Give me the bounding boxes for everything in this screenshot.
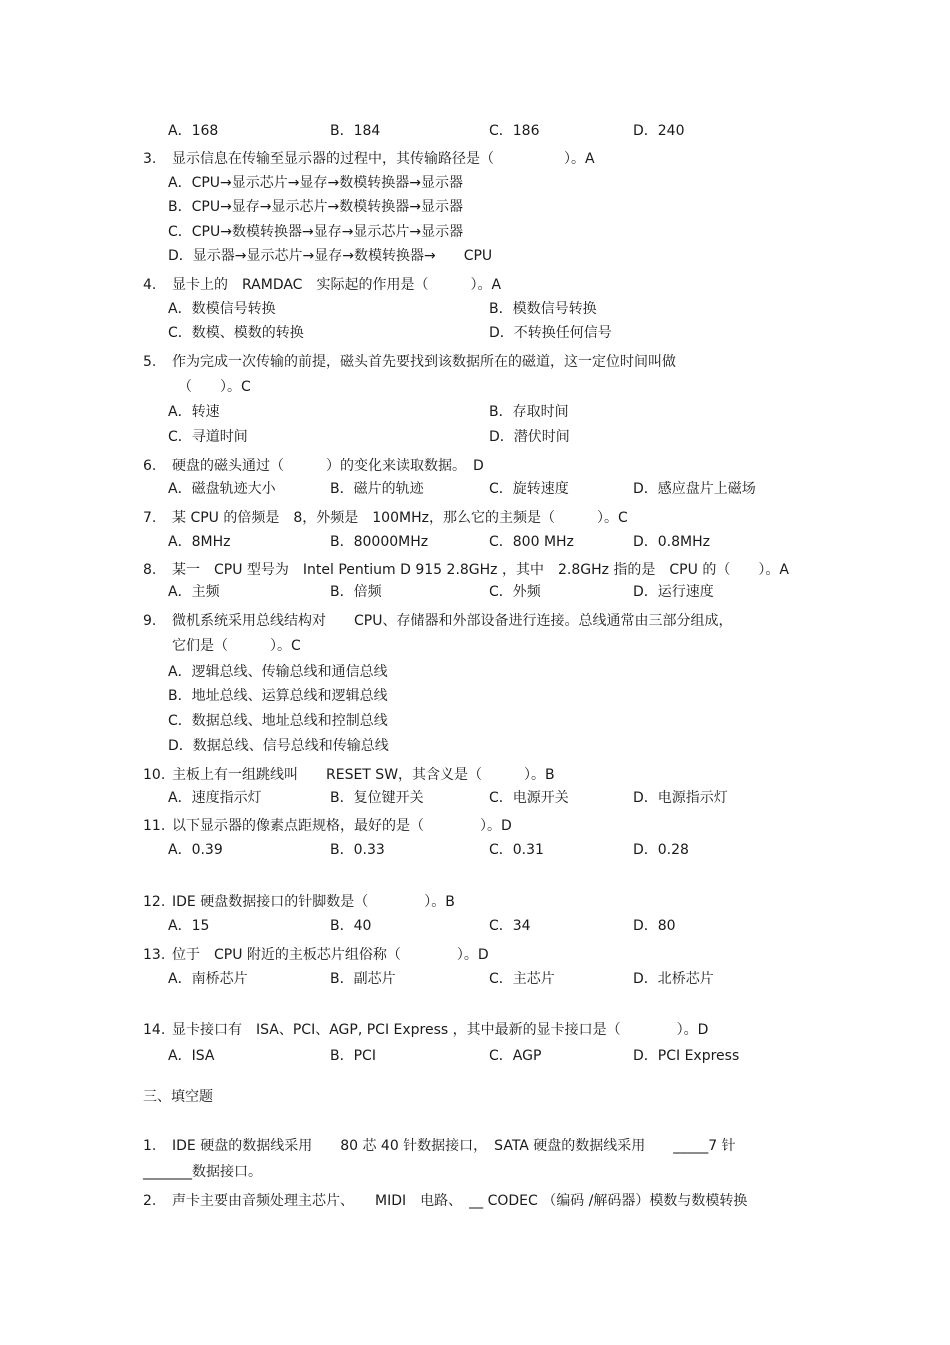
q3-option-a: A．CPU→显示芯片→显存→数模转换器→显示器 — [168, 175, 463, 191]
q2-option-b: B．184 — [330, 123, 381, 139]
q7-option-b: B．80000MHz — [330, 534, 429, 550]
q5-option-d: D．潜伏时间 — [489, 429, 570, 445]
q10-option-d: D．电源指示灯 — [633, 790, 728, 806]
f1-text-cont: _______数据接口。 — [143, 1164, 262, 1180]
q9-option-d: D．数据总线、信号总线和传输总线 — [168, 738, 389, 754]
q9-stem: 微机系统采用总线结构对 CPU、存储器和外部设备进行连接。总线通常由三部分组成， — [172, 613, 733, 629]
q11-stem: 以下显示器的像素点距规格，最好的是（ ）。D — [172, 818, 512, 834]
q12-option-c: C．34 — [489, 918, 531, 934]
q2-option-a: A．168 — [168, 123, 219, 139]
q7-stem: 某 CPU 的倍频是 8，外频是 100MHz，那么它的主频是（ ）。C — [172, 510, 628, 526]
q8-option-d: D．运行速度 — [633, 584, 714, 600]
q11-number: 11. — [143, 818, 166, 834]
q11-option-b: B．0.33 — [330, 842, 385, 858]
q8-stem: 某一 CPU 型号为 Intel Pentium D 915 2.8GHz ，其中 2.8GHz 指的是 CPU 的（ ）。A — [172, 562, 789, 578]
q9-option-a: A．逻辑总线、传输总线和通信总线 — [168, 664, 388, 680]
q9-option-c: C．数据总线、地址总线和控制总线 — [168, 713, 388, 729]
q4-number: 4. — [143, 277, 157, 293]
q13-number: 13. — [143, 947, 166, 963]
q14-stem: 显卡接口有 ISA、PCI、AGP, PCI Express ，其中最新的显卡接口是（ ）。D — [172, 1022, 709, 1038]
q8-option-a: A．主频 — [168, 584, 220, 600]
q4-option-d: D．不转换任何信号 — [489, 325, 612, 341]
q3-stem: 显示信息在传输至显示器的过程中，其传输路径是（ ）。A — [172, 151, 595, 167]
q12-stem: IDE 硬盘数据接口的针脚数是（ ）。B — [172, 894, 455, 910]
q13-option-d: D．北桥芯片 — [633, 971, 714, 987]
q5-option-b: B．存取时间 — [489, 404, 569, 420]
q5-stem: 作为完成一次传输的前提，磁头首先要找到该数据所在的磁道，这一定位时间叫做 — [172, 354, 676, 370]
q9-option-b: B．地址总线、运算总线和逻辑总线 — [168, 688, 388, 704]
q7-number: 7. — [143, 510, 157, 526]
q14-number: 14. — [143, 1022, 166, 1038]
q6-stem: 硬盘的磁头通过（ ）的变化来读取数据。 D — [172, 458, 484, 474]
q9-stem-cont: 它们是（ ）。C — [172, 638, 301, 654]
q12-option-d: D．80 — [633, 918, 676, 934]
q10-option-a: A．速度指示灯 — [168, 790, 262, 806]
f2-number: 2. — [143, 1193, 157, 1209]
q4-option-b: B．模数信号转换 — [489, 301, 597, 317]
q13-option-c: C．主芯片 — [489, 971, 555, 987]
f1-text: IDE 硬盘的数据线采用 80 芯 40 针数据接口， SATA 硬盘的数据线采用 _____7 针 — [172, 1138, 736, 1154]
q3-option-c: C．CPU→数模转换器→显存→显示芯片→显示器 — [168, 224, 464, 240]
q2-option-d: D．240 — [633, 123, 685, 139]
q6-number: 6. — [143, 458, 157, 474]
q7-option-c: C．800 MHz — [489, 534, 574, 550]
q5-stem-cont: （ ）。C — [178, 379, 251, 395]
q8-number: 8. — [143, 562, 157, 578]
q7-option-d: D．0.8MHz — [633, 534, 710, 550]
q5-number: 5. — [143, 354, 157, 370]
q8-option-c: C．外频 — [489, 584, 541, 600]
q3-number: 3. — [143, 151, 157, 167]
q4-stem: 显卡上的 RAMDAC 实际起的作用是（ ）。A — [172, 277, 502, 293]
q11-option-a: A．0.39 — [168, 842, 223, 858]
q11-option-c: C．0.31 — [489, 842, 544, 858]
q5-option-a: A．转速 — [168, 404, 220, 420]
q3-option-d: D．显示器→显示芯片→显存→数模转换器→ CPU — [168, 248, 493, 264]
q6-option-b: B．磁片的轨迹 — [330, 481, 424, 497]
q6-option-c: C．旋转速度 — [489, 481, 569, 497]
q12-number: 12. — [143, 894, 166, 910]
q14-option-a: A．ISA — [168, 1048, 215, 1064]
f1-number: 1. — [143, 1138, 157, 1154]
q3-option-b: B．CPU→显存→显示芯片→数模转换器→显示器 — [168, 199, 463, 215]
q6-option-a: A．磁盘轨迹大小 — [168, 481, 276, 497]
q4-option-c: C．数模、模数的转换 — [168, 325, 304, 341]
section-heading-fill-in: 三、填空题 — [143, 1089, 213, 1105]
q12-option-a: A．15 — [168, 918, 210, 934]
q13-option-a: A．南桥芯片 — [168, 971, 248, 987]
q13-option-b: B．副芯片 — [330, 971, 396, 987]
q13-stem: 位于 CPU 附近的主板芯片组俗称（ ）。D — [172, 947, 489, 963]
q10-option-c: C．电源开关 — [489, 790, 569, 806]
q10-number: 10. — [143, 767, 166, 783]
q12-option-b: B．40 — [330, 918, 372, 934]
q2-option-c: C．186 — [489, 123, 540, 139]
q6-option-d: D．感应盘片上磁场 — [633, 481, 756, 497]
q11-option-d: D．0.28 — [633, 842, 689, 858]
q8-option-b: B．倍频 — [330, 584, 382, 600]
f2-text: 声卡主要由音频处理主芯片、 MIDI 电路、 __ CODEC （编码 /解码器）模数与数模转换 — [172, 1193, 748, 1209]
q9-number: 9. — [143, 613, 157, 629]
q14-option-b: B．PCI — [330, 1048, 376, 1064]
q10-stem: 主板上有一组跳线叫 RESET SW，其含义是（ ）。B — [172, 767, 555, 783]
q14-option-c: C．AGP — [489, 1048, 542, 1064]
q4-option-a: A．数模信号转换 — [168, 301, 276, 317]
q10-option-b: B．复位键开关 — [330, 790, 424, 806]
q14-option-d: D．PCI Express — [633, 1048, 740, 1064]
q7-option-a: A．8MHz — [168, 534, 231, 550]
q5-option-c: C．寻道时间 — [168, 429, 248, 445]
